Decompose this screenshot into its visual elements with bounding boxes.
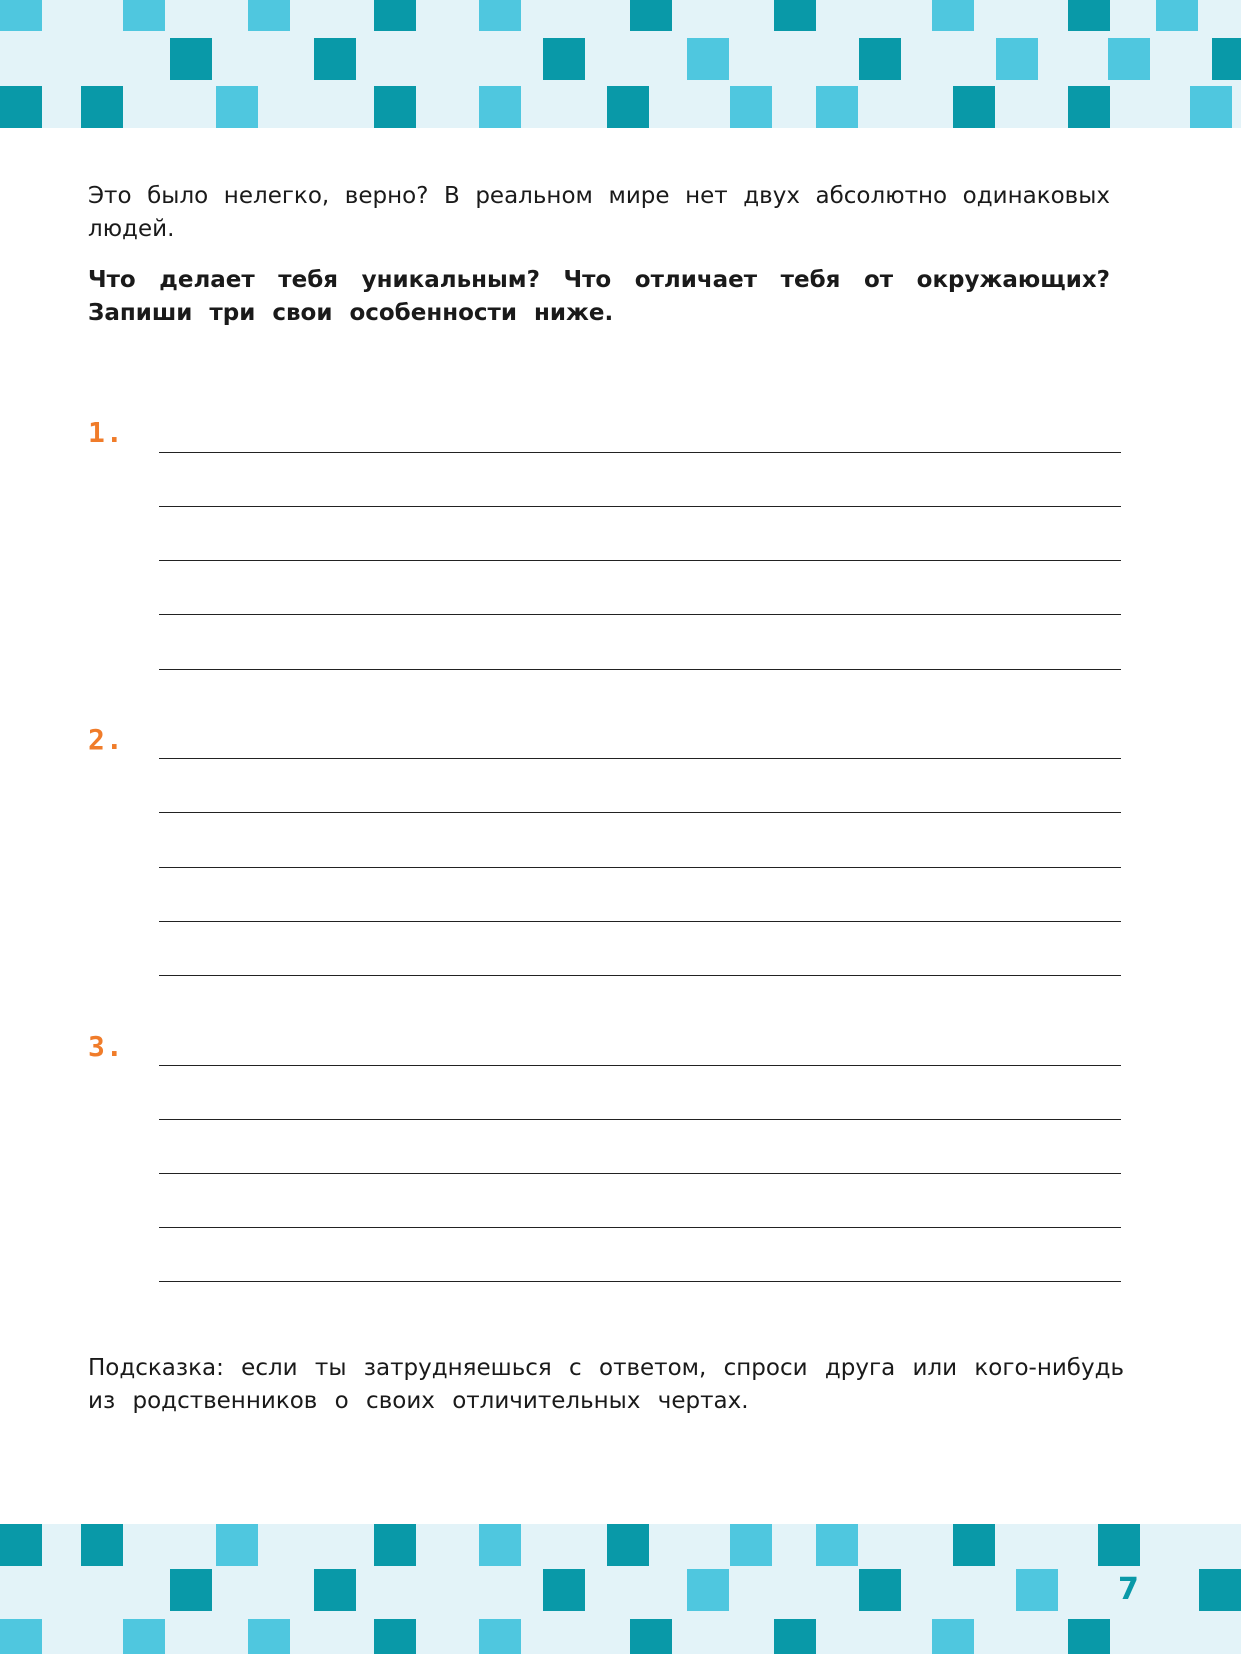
pattern-square bbox=[0, 1524, 42, 1566]
answer-line[interactable] bbox=[159, 452, 1121, 453]
pattern-square bbox=[314, 1569, 356, 1611]
pattern-square bbox=[1098, 1524, 1140, 1566]
answer-line[interactable] bbox=[159, 614, 1121, 615]
pattern-square bbox=[1156, 0, 1198, 31]
pattern-square bbox=[1068, 1619, 1110, 1654]
pattern-square bbox=[479, 86, 521, 128]
pattern-square bbox=[170, 38, 212, 80]
pattern-square bbox=[123, 0, 165, 31]
top-decorative-band bbox=[0, 0, 1241, 128]
task-prompt: Что делает тебя уникальным? Что отличает тебя от окружающих? Запиши три свои особенности ниже. bbox=[88, 267, 1110, 326]
pattern-square bbox=[730, 86, 772, 128]
answer-line[interactable] bbox=[159, 669, 1121, 670]
pattern-square bbox=[479, 1524, 521, 1566]
pattern-square bbox=[374, 0, 416, 31]
pattern-square bbox=[774, 0, 816, 31]
pattern-square bbox=[216, 86, 258, 128]
pattern-square bbox=[953, 1524, 995, 1566]
pattern-square bbox=[248, 1619, 290, 1654]
bottom-decorative-band bbox=[0, 1524, 1241, 1654]
pattern-square bbox=[607, 86, 649, 128]
pattern-square bbox=[81, 1524, 123, 1566]
pattern-square bbox=[0, 86, 42, 128]
answer-line[interactable] bbox=[159, 758, 1121, 759]
answer-line[interactable] bbox=[159, 506, 1121, 507]
pattern-square bbox=[630, 1619, 672, 1654]
pattern-square bbox=[543, 38, 585, 80]
pattern-square bbox=[1068, 86, 1110, 128]
pattern-square bbox=[0, 0, 42, 31]
pattern-square bbox=[996, 38, 1038, 80]
pattern-square bbox=[859, 38, 901, 80]
answer-number-3: 3. bbox=[88, 1030, 124, 1063]
pattern-square bbox=[932, 0, 974, 31]
answer-line[interactable] bbox=[159, 1281, 1121, 1282]
answer-line[interactable] bbox=[159, 975, 1121, 976]
answer-line[interactable] bbox=[159, 1173, 1121, 1174]
pattern-square bbox=[314, 38, 356, 80]
answer-line[interactable] bbox=[159, 1227, 1121, 1228]
pattern-square bbox=[123, 1619, 165, 1654]
pattern-square bbox=[479, 1619, 521, 1654]
pattern-square bbox=[1016, 1569, 1058, 1611]
pattern-square bbox=[374, 1619, 416, 1654]
pattern-square bbox=[816, 1524, 858, 1566]
pattern-square bbox=[932, 1619, 974, 1654]
answer-line[interactable] bbox=[159, 867, 1121, 868]
pattern-square bbox=[953, 86, 995, 128]
pattern-square bbox=[0, 1619, 42, 1654]
pattern-square bbox=[170, 1569, 212, 1611]
pattern-square bbox=[859, 1569, 901, 1611]
pattern-square bbox=[607, 1524, 649, 1566]
pattern-square bbox=[687, 1569, 729, 1611]
pattern-square bbox=[1212, 38, 1241, 80]
pattern-square bbox=[816, 86, 858, 128]
pattern-square bbox=[479, 0, 521, 31]
pattern-square bbox=[1068, 0, 1110, 31]
pattern-square bbox=[687, 38, 729, 80]
intro-paragraph: Это было нелегко, верно? В реальном мире нет двух абсолютно одинаковых людей. bbox=[88, 183, 1110, 242]
answer-line[interactable] bbox=[159, 1119, 1121, 1120]
page-number: 7 bbox=[1118, 1572, 1139, 1607]
answer-line[interactable] bbox=[159, 921, 1121, 922]
pattern-square bbox=[81, 86, 123, 128]
pattern-square bbox=[374, 1524, 416, 1566]
pattern-square bbox=[1108, 38, 1150, 80]
pattern-square bbox=[248, 0, 290, 31]
hint-paragraph: Подсказка: если ты затрудняешься с ответом, спроси друга или кого-нибудь из родственников о своих отличительных чертах. bbox=[88, 1355, 1125, 1414]
answer-line[interactable] bbox=[159, 1065, 1121, 1066]
answer-line[interactable] bbox=[159, 812, 1121, 813]
answer-number-2: 2. bbox=[88, 723, 124, 756]
pattern-square bbox=[216, 1524, 258, 1566]
answer-line[interactable] bbox=[159, 560, 1121, 561]
pattern-square bbox=[630, 0, 672, 31]
pattern-square bbox=[374, 86, 416, 128]
pattern-square bbox=[774, 1619, 816, 1654]
pattern-square bbox=[1199, 1569, 1241, 1611]
pattern-square bbox=[730, 1524, 772, 1566]
pattern-square bbox=[543, 1569, 585, 1611]
answer-number-1: 1. bbox=[88, 416, 124, 449]
pattern-square bbox=[1190, 86, 1232, 128]
